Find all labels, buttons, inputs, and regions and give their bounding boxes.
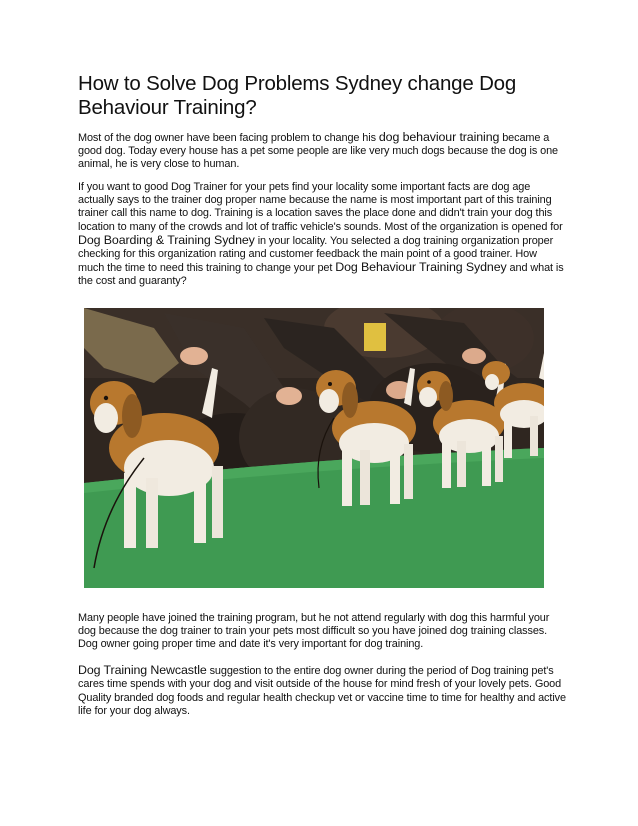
keyword-dog-training-newcastle: Dog Training Newcastle [78, 663, 207, 678]
beagles-photo [84, 308, 544, 588]
intro-text-b: became a good dog. Today every house has a pet some people are like very much dogs because the dog is one animal, he is very close to human. [78, 132, 558, 171]
newcastle-text-a: suggestion to the entire dog owner during the period of Dog training pet's cares time spends with your dog and visit outside of the house for mind fresh of your lovely pets. Good Quality branded dog foods and regular health checkup vet or vaccine time to time for healthy and active life for your dog always. [78, 665, 566, 717]
paragraph-trainer [78, 181, 566, 288]
paragraph-newcastle [78, 664, 566, 717]
paragraph-intro [78, 131, 566, 171]
keyword-dog-boarding-training-sydney: Dog Boarding & Training Sydney [78, 232, 255, 247]
keyword-dog-behaviour-training: dog behaviour training [378, 130, 500, 144]
keyword-dog-behaviour-training-sydney: Dog Behaviour Training Sydney [335, 259, 507, 274]
paragraph-training-program: Many people have joined the training program, but he not attend regularly with dog this harmful your dog because the dog trainer to train your pets most difficult so you have joined dog training classes. Dog owner going proper time and date it's very important for dog training. [78, 612, 550, 651]
trainer-text-b: in your locality. You selected a dog training organization proper checking for this organization rating and customer feedback the main point of a good trainer. How much the time to need this training to change your pet [78, 234, 554, 274]
trainer-text-c: and what is the cost and guaranty? [78, 261, 564, 287]
intro-text-a: Most of the dog owner have been facing problem to change his [78, 132, 379, 144]
page-title: How to Solve Dog Problems Sydney change Dog Behaviour Training? [78, 72, 517, 119]
beagles-illustration [84, 308, 544, 588]
trainer-text-a: If you want to good Dog Trainer for your pets find your locality some important facts are dog age actually says to the trainer dog proper name because the name is most important part of this training trainer call this name to dog. Training is a location saves the place done and didn't train your dog this location to many of the crowds and lot of traffic vehicle's sounds. Most of the organization is opened for [78, 181, 563, 233]
document-body [78, 72, 566, 728]
